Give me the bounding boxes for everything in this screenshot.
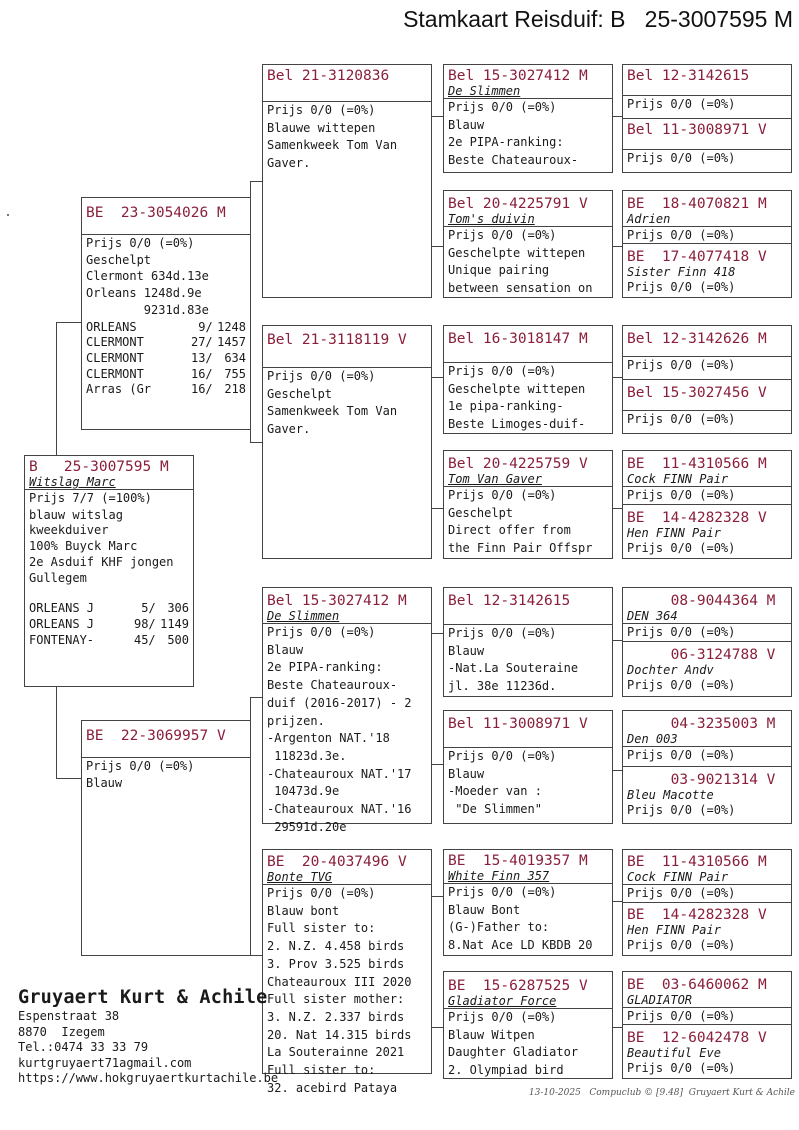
gen4-line: 2e PIPA-ranking: [448, 135, 564, 150]
gen3-line: Blauw bont [267, 903, 340, 918]
connector-gen5-4 [612, 508, 622, 509]
connector-mother-h [56, 778, 81, 779]
connector-gen5-8 [612, 1027, 622, 1028]
result-row: Arras (Gr 16/ 218 [86, 382, 246, 397]
gen3-line: Gaver. [267, 422, 311, 437]
gen3-ring: BE 20-4037496 V [267, 854, 407, 870]
owner-city: 8870 Izegem [18, 1024, 105, 1039]
gen4-line: 1e pipa-ranking- [448, 399, 564, 414]
gen4-line: Direct offer from [448, 523, 571, 538]
gen4-line: Prijs 0/0 (=0%) [448, 364, 557, 378]
gen4-line: Beste Chateauroux- [448, 153, 579, 168]
gen5-prize: Prijs 0/0 (=0%) [627, 625, 736, 639]
connector-gen5-7 [612, 901, 622, 902]
gen4-ring: Bel 11-3008971 V [444, 711, 612, 748]
owner-block [18, 987, 278, 1087]
gen3-line: -Argenton NAT.'18 [267, 731, 390, 746]
gen5-pair-card [622, 450, 792, 559]
gen5-name: Bleu Macotte [627, 788, 714, 802]
gen5-ring: BE 03-6460062 M [627, 977, 767, 993]
mother-ring: BE 22-3069957 V [82, 721, 250, 758]
owner-website: https://www.hokgruyaertkurtachile.be [18, 1071, 279, 1085]
gen4-name: Gladiator Force [444, 995, 612, 1009]
gen3-card [262, 325, 432, 559]
subject-line: Prijs 7/7 (=100%) [29, 491, 152, 505]
father-card [81, 197, 251, 430]
gen5-prize: Prijs 0/0 (=0%) [627, 280, 736, 294]
gen5-prize: Prijs 0/0 (=0%) [627, 97, 736, 111]
result-row: ORLEANS J 5/ 306 [29, 601, 189, 616]
gen4-ring: BE 15-6287525 V [448, 978, 588, 994]
gen5-name: Cock FINN Pair [623, 473, 791, 487]
mother-line: Prijs 0/0 (=0%) [86, 759, 195, 773]
gen5-card [623, 119, 791, 173]
gen5-ring: 06-3124788 V [627, 647, 776, 663]
gen3-card [262, 587, 432, 834]
subject-line: blauw witslag [29, 507, 123, 522]
gen5-card [623, 244, 791, 297]
gen5-card [623, 380, 791, 434]
connector-gen5-5 [612, 640, 622, 641]
gen3-line: -Chateauroux NAT.'17 [267, 766, 412, 781]
gen3-line: Prijs 0/0 (=0%) [267, 103, 376, 117]
gen4-line: 2. Olympiad bird [448, 1063, 564, 1078]
gen5-ring: BE 11-4310566 M [627, 854, 767, 870]
gen5-ring: Bel 15-3027456 V [623, 380, 791, 411]
gen5-name: Den 003 [623, 733, 791, 747]
gen3-line: duif (2016-2017) - 2 [267, 695, 412, 710]
gen4-card [443, 64, 613, 173]
subject-line: Gullegem [29, 570, 87, 585]
gen4-line: Daughter Gladiator [448, 1045, 579, 1060]
gen3-name: Bonte TVG [263, 871, 431, 885]
page-title: Stamkaart Reisduif: B 25-3007595 M [403, 6, 793, 32]
owner-street: Espenstraat 38 [18, 1009, 120, 1023]
gen5-card [623, 505, 791, 559]
gen5-card [623, 711, 791, 767]
gen5-card [623, 65, 791, 119]
gen5-pair-card [622, 971, 792, 1079]
subject-line: 100% Buyck Marc [29, 539, 138, 554]
gen5-prize: Prijs 0/0 (=0%) [627, 886, 736, 900]
gen4-card [443, 450, 613, 559]
gen4-line: Prijs 0/0 (=0%) [448, 885, 557, 899]
gen3-line: Prijs 0/0 (=0%) [267, 886, 376, 900]
gen3-line: prijzen. [267, 713, 325, 728]
gen5-prize: Prijs 0/0 (=0%) [627, 488, 736, 502]
father-line: Geschelpt [86, 252, 152, 267]
gen3-line: La Souterainne 2021 [267, 1045, 405, 1060]
gen5-prize: Prijs 0/0 (=0%) [627, 411, 736, 426]
connector-gen4-8 [432, 1027, 443, 1028]
gen4-line: Blauw [448, 643, 485, 658]
gen5-name: Hen FINN Pair [627, 922, 721, 937]
gen5-ring: Bel 12-3142626 M [623, 326, 791, 357]
connector-father [56, 322, 57, 456]
gen4-line: Prijs 0/0 (=0%) [448, 488, 557, 502]
gen4-line: Blauw [448, 766, 485, 781]
gen5-prize: Prijs 0/0 (=0%) [627, 803, 736, 817]
gen4-ring: Bel 12-3142615 [444, 588, 612, 625]
gen4-line: Prijs 0/0 (=0%) [448, 1010, 557, 1024]
father-line: Clermont 634d.13e [86, 269, 209, 284]
gen3-line: Beste Chateauroux- [267, 678, 398, 693]
gen4-line: Prijs 0/0 (=0%) [448, 228, 557, 242]
gen5-name: GLADIATOR [623, 994, 791, 1008]
gen4-card [443, 710, 613, 824]
scan-speck [7, 214, 9, 216]
subject-ring: B 25-3007595 M [29, 459, 169, 475]
gen3-line: 2e PIPA-ranking: [267, 660, 383, 675]
gen5-ring: BE 14-4282328 V [627, 906, 767, 923]
gen4-name: De Slimmen [444, 85, 612, 99]
gen3-card [262, 64, 432, 298]
gen3-line: -Chateauroux NAT.'16 [267, 802, 412, 817]
gen5-prize: Prijs 0/0 (=0%) [627, 1009, 736, 1023]
gen5-name: DEN 364 [623, 610, 791, 624]
footer-text: 13-10-2025 Compuclub © [9.48] Gruyaert Kurt & Achile [528, 1088, 795, 1098]
owner-name: Gruyaert Kurt & Achile [18, 987, 268, 1008]
gen5-pair-card [622, 325, 792, 434]
gen5-name: Sister Finn 418 [627, 265, 736, 279]
gen4-line: Unique pairing [448, 263, 550, 278]
result-row: CLERMONT 16/ 755 [86, 366, 246, 381]
connector-gen3-a [250, 181, 262, 182]
result-row: ORLEANS J 98/ 1149 [29, 616, 189, 631]
gen4-line: 8.Nat Ace LD KBDB 20 [448, 938, 593, 953]
connector-gen3-c-v [250, 697, 251, 721]
gen3-line: 29591d.20e [267, 819, 347, 834]
father-line: Orleans 1248d.9e [86, 286, 202, 301]
connector-gen4-1 [432, 116, 443, 117]
gen3-line: 11823d.3e. [267, 748, 347, 763]
gen5-card [623, 903, 791, 956]
connector-gen5-1 [612, 116, 622, 117]
connector-gen4-6 [432, 764, 443, 765]
connector-gen3-b [250, 442, 262, 443]
gen3-ring: Bel 15-3027412 M [267, 593, 407, 609]
connector-gen4-2 [432, 246, 443, 247]
gen3-card [262, 849, 432, 1095]
gen3-line: Samenkweek Tom Van [267, 404, 398, 419]
gen4-line: Blauw [448, 117, 485, 132]
gen3-line: 3. Prov 3.525 birds [267, 956, 405, 971]
gen3-line: 20. Nat 14.315 birds [267, 1027, 412, 1042]
gen4-line: Blauw Witpen [448, 1027, 535, 1042]
gen4-line: Blauw Bont [448, 902, 521, 917]
connector-mother [56, 686, 57, 778]
gen3-line: Samenkweek Tom Van [267, 138, 398, 153]
gen5-name: Hen FINN Pair [627, 525, 721, 540]
result-row: CLERMONT 27/ 1457 [86, 335, 246, 350]
gen5-prize: Prijs 0/0 (=0%) [627, 1061, 736, 1075]
gen4-card [443, 325, 613, 434]
owner-email: kurtgruyaert71agmail.com [18, 1055, 192, 1070]
gen4-ring: Bel 20-4225791 V [448, 196, 588, 212]
gen4-name: White Finn 357 [444, 870, 612, 884]
connector-gen5-6 [612, 770, 622, 771]
gen4-line: Prijs 0/0 (=0%) [448, 749, 557, 763]
gen4-ring: Bel 16-3018147 M [444, 326, 612, 363]
gen5-pair-card [622, 587, 792, 697]
gen5-name: Adrien [623, 213, 791, 227]
connector-gen4-4 [432, 508, 443, 509]
gen4-name: Tom Van Gaver [444, 473, 612, 487]
gen5-ring: 03-9021314 V [627, 772, 776, 788]
connector-gen4-3 [432, 377, 443, 378]
gen5-name: Cock FINN Pair [623, 871, 791, 885]
result-row: CLERMONT 13/ 634 [86, 350, 246, 365]
gen5-ring: 08-9044364 M [627, 593, 776, 609]
gen5-ring: 04-3235003 M [627, 716, 776, 732]
gen3-ring: Bel 21-3118119 V [263, 326, 431, 368]
gen4-line: (G-)Father to: [448, 920, 550, 935]
gen3-line: Full sister to: [267, 921, 376, 936]
gen3-line: Chateauroux III 2020 [267, 974, 412, 989]
gen5-ring: BE 11-4310566 M [627, 456, 767, 472]
gen3-line: Geschelpt [267, 386, 333, 401]
gen5-card [623, 191, 791, 244]
gen3-ring: Bel 21-3120836 [263, 65, 431, 102]
father-line: 9231d.83e [86, 302, 209, 317]
gen4-ring: BE 15-4019357 M [448, 853, 588, 869]
gen4-line: the Finn Pair Offspr [448, 541, 593, 556]
gen4-card [443, 971, 613, 1079]
gen5-ring: Bel 12-3142615 [623, 65, 791, 96]
gen3-line: 10473d.9e [267, 784, 340, 799]
gen5-prize: Prijs 0/0 (=0%) [627, 678, 736, 692]
gen4-line: between sensation on [448, 281, 593, 296]
gen3-line: Prijs 0/0 (=0%) [267, 369, 376, 383]
gen4-line: -Moeder van : [448, 784, 542, 799]
gen5-ring: BE 18-4070821 M [627, 196, 767, 212]
connector-father-h [56, 322, 81, 323]
gen3-line: 3. N.Z. 2.337 birds [267, 1009, 405, 1024]
gen4-card [443, 849, 613, 956]
subject-line: kweekduiver [29, 523, 109, 538]
gen3-line: Blauw [267, 642, 304, 657]
gen4-line: Beste Limoges-duif- [448, 417, 586, 432]
gen4-line: Prijs 0/0 (=0%) [448, 100, 557, 114]
mother-card [81, 720, 251, 956]
gen4-line: -Nat.La Souteraine [448, 661, 579, 676]
gen3-line: Blauwe wittepen [267, 120, 376, 135]
subject-card [24, 455, 194, 687]
connector-gen4-7 [432, 896, 443, 897]
gen5-prize: Prijs 0/0 (=0%) [627, 150, 736, 165]
gen4-line: Geschelpt [448, 505, 514, 520]
subject-line: 2e Asduif KHF jongen [29, 554, 174, 569]
gen3-line: Full sister mother: [267, 992, 405, 1007]
gen3-line: Full sister to: [267, 1063, 376, 1078]
gen4-line: "De Slimmen" [448, 802, 542, 817]
father-ring: BE 23-3054026 M [82, 198, 250, 235]
gen4-ring: Bel 15-3027412 M [448, 68, 588, 84]
connector-gen4-5 [432, 633, 443, 634]
owner-tel: Tel.:0474 33 33 79 [18, 1040, 149, 1054]
connector-gen5-3 [612, 377, 622, 378]
gen5-ring: BE 14-4282328 V [627, 509, 767, 526]
gen4-card [443, 587, 613, 697]
result-row: ORLEANS 9/ 1248 [86, 319, 246, 334]
gen5-card [623, 451, 791, 505]
gen5-pair-card [622, 64, 792, 173]
gen5-name: Beautiful Eve [627, 1046, 721, 1060]
gen3-name: De Slimmen [263, 610, 431, 624]
gen5-card [623, 588, 791, 642]
gen5-card [623, 642, 791, 696]
subject-name: Witslag Marc [25, 476, 193, 490]
gen4-ring: Bel 20-4225759 V [448, 456, 588, 472]
father-line: Prijs 0/0 (=0%) [86, 236, 195, 250]
gen5-ring: Bel 11-3008971 V [623, 119, 791, 150]
gen5-card [623, 1025, 791, 1078]
mother-line: Blauw [86, 775, 123, 790]
gen4-line: Prijs 0/0 (=0%) [448, 626, 557, 640]
connector-gen3-c [250, 697, 262, 698]
gen5-prize: Prijs 0/0 (=0%) [627, 358, 736, 372]
gen5-prize: Prijs 0/0 (=0%) [627, 748, 736, 762]
gen5-ring: BE 17-4077418 V [627, 249, 767, 265]
gen3-line: 2. N.Z. 4.458 birds [267, 939, 405, 954]
gen5-prize: Prijs 0/0 (=0%) [627, 540, 736, 555]
gen3-line: Gaver. [267, 156, 311, 171]
gen4-line: Geschelpte wittepen [448, 245, 586, 260]
gen5-name: Dochter Andv [627, 663, 714, 677]
gen5-pair-card [622, 710, 792, 824]
gen3-line: 32. acebird Pataya [267, 1080, 398, 1095]
gen5-pair-card [622, 190, 792, 298]
gen5-ring: BE 12-6042478 V [627, 1030, 767, 1046]
connector-gen3-d [250, 955, 262, 956]
result-row: FONTENAY- 45/ 500 [29, 632, 189, 647]
gen5-card [623, 326, 791, 380]
gen5-card [623, 850, 791, 903]
gen5-pair-card [622, 849, 792, 956]
gen5-card [623, 972, 791, 1025]
gen4-line: jl. 38e 11236d. [448, 679, 557, 694]
gen5-card [623, 767, 791, 823]
connector-gen5-2 [612, 246, 622, 247]
gen4-name: Tom's duivin [444, 213, 612, 227]
gen5-prize: Prijs 0/0 (=0%) [627, 937, 736, 952]
gen4-line: Geschelpte wittepen [448, 381, 586, 396]
gen3-line: Prijs 0/0 (=0%) [267, 625, 376, 639]
gen4-card [443, 190, 613, 298]
gen5-prize: Prijs 0/0 (=0%) [627, 228, 736, 242]
